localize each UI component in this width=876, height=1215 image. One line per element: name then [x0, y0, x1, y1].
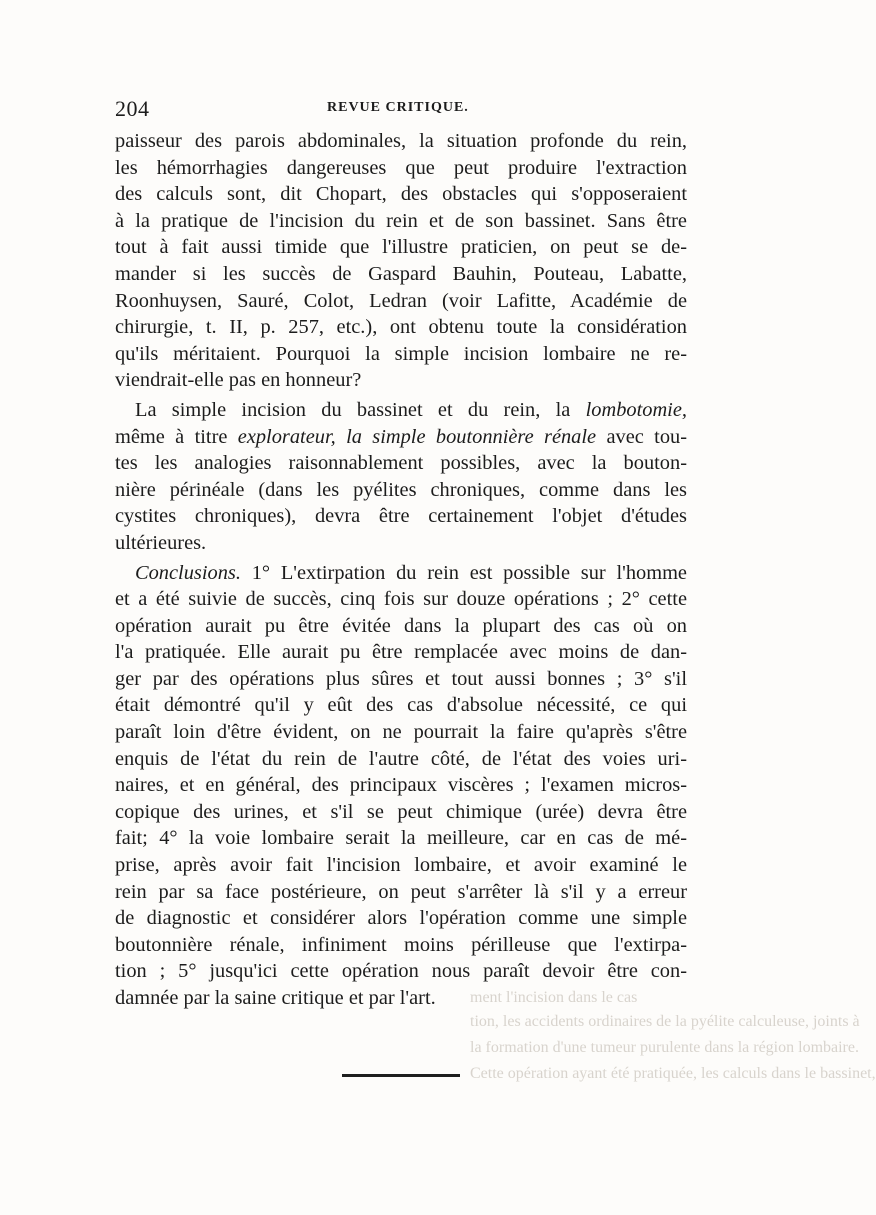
text-line: était démontré qu'il y eût des cas d'absolue nécessité, ce qui [115, 694, 687, 717]
text-line: Roonhuysen, Sauré, Colot, Ledran (voir Lafitte, Académie de [115, 289, 687, 312]
text-line: chirurgie, t. II, p. 257, etc.), ont obtenu toute la considération [115, 316, 687, 339]
closing-rule [342, 1074, 460, 1077]
text-line: tion ; 5° jusqu'ici cette opération nous paraît devoir être con- [115, 960, 687, 983]
page-number: 204 [115, 96, 150, 121]
text-line: copique des urines, et s'il se peut chimique (urée) devra être [115, 800, 687, 823]
text-line: naires, et en général, des principaux viscères ; l'examen micros- [115, 774, 687, 797]
text-line: prise, après avoir fait l'incision lombaire, et avoir examiné le [115, 854, 687, 877]
italic-term: explorateur, la simple boutonnière rénale [237, 425, 597, 448]
text-line: cystites chroniques), devra être certainement l'objet d'études [115, 505, 687, 528]
text-line: mander si les succès de Gaspard Bauhin, Pouteau, Labatte, [115, 262, 687, 285]
text-line [115, 424, 687, 451]
text-line: qu'ils méritaient. Pourquoi la simple incision lombaire ne re- [115, 342, 687, 365]
text-line: rein par sa face postérieure, on peut s'arrêter là s'il y a erreur [115, 880, 687, 903]
running-head [115, 96, 687, 122]
paragraph-2 [115, 397, 687, 557]
text-line: damnée par la saine critique et par l'art. [115, 987, 436, 1009]
text-line: tout à fait aussi timide que l'illustre praticien, on peut se de- [115, 236, 687, 259]
text-run: même à titre [115, 425, 238, 448]
text-line: tes les analogies raisonnablement possibles, avec la bouton- [115, 452, 687, 475]
italic-heading: Conclusions. [135, 561, 241, 584]
bleed-through-line: la formation d'une tumeur purulente dans la région lombaire. [470, 1039, 859, 1056]
text-run: avec tou- [596, 425, 687, 448]
text-run: La simple incision du bassinet et du rein, la [135, 398, 586, 421]
bleed-through-line: Cette opération ayant été pratiquée, les calculs dans le bassinet, [470, 1065, 876, 1082]
text-line: viendrait-elle pas en honneur? [115, 369, 362, 392]
bleed-through-line: tion, les accidents ordinaires de la pyélite calculeuse, joints à [470, 1013, 860, 1030]
running-title: REVUE CRITIQUE. [327, 100, 469, 115]
text-line: des calculs sont, dit Chopart, des obstacles qui s'opposeraient [115, 183, 687, 206]
text-run: 1° L'extirpation du rein est possible sur l'homme [240, 561, 687, 584]
paragraph-3 [115, 560, 687, 1012]
text-line: à la pratique de l'incision du rein et de son bassinet. Sans être [115, 209, 687, 232]
body-text [115, 128, 687, 1012]
text-line: et a été suivie de succès, cinq fois sur douze opérations ; 2° cette [115, 588, 687, 611]
text-line: fait; 4° la voie lombaire serait la meilleure, car en cas de mé- [115, 827, 687, 850]
text-line: nière périnéale (dans les pyélites chroniques, comme dans les [115, 478, 687, 501]
text-line: de diagnostic et considérer alors l'opération comme une simple [115, 907, 687, 930]
text-line [115, 560, 687, 587]
text-line: enquis de l'état du rein de l'autre côté, de l'état des voies uri- [115, 747, 687, 770]
italic-term: lombotomie, [585, 398, 687, 421]
bleed-through-line: ment l'incision dans le cas [470, 989, 638, 1006]
text-line: ultérieures. [115, 531, 207, 554]
text-line [115, 397, 687, 424]
text-line: paisseur des parois abdominales, la situation profonde du rein, [115, 130, 687, 152]
text-line: opération aurait pu être évitée dans la plupart des cas où on [115, 614, 687, 637]
text-line: boutonnière rénale, infiniment moins périlleuse que l'extirpa- [115, 933, 687, 956]
text-line: paraît loin d'être évident, on ne pourrait la faire qu'après s'être [115, 721, 687, 744]
text-line: ger par des opérations plus sûres et tout aussi bonnes ; 3° s'il [115, 667, 687, 690]
text-line: l'a pratiquée. Elle aurait pu être remplacée avec moins de dan- [115, 641, 687, 664]
text-line: les hémorrhagies dangereuses que peut produire l'extraction [115, 156, 687, 179]
paragraph-1 [115, 128, 687, 394]
